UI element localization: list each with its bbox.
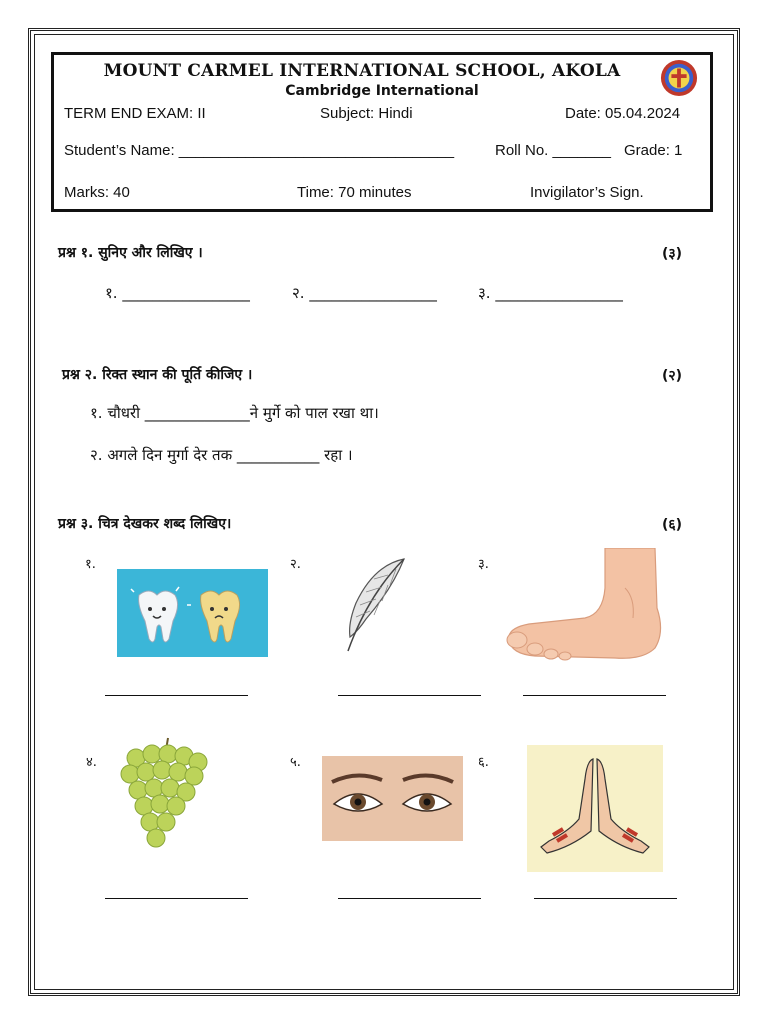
foot-image bbox=[505, 548, 673, 664]
school-name: MOUNT CARMEL INTERNATIONAL SCHOOL, AKOLA bbox=[103, 61, 621, 81]
student-name-field: Student’s Name: _________________________________ bbox=[64, 142, 455, 159]
time: Time: 70 minutes bbox=[297, 184, 412, 201]
question-1-item: १. _________________ bbox=[105, 284, 250, 302]
eyes-image bbox=[322, 756, 463, 841]
answer-blank bbox=[534, 898, 677, 899]
grade: Grade: 1 bbox=[624, 142, 683, 159]
picture-number: २. bbox=[290, 557, 301, 572]
answer-blank bbox=[338, 695, 481, 696]
exam-header bbox=[51, 52, 713, 212]
answer-blank bbox=[523, 695, 666, 696]
answer-blank bbox=[105, 898, 248, 899]
question-1-title: प्रश्न १. सुनिए और लिखिए । bbox=[58, 245, 203, 261]
question-1-marks: (३) bbox=[662, 246, 683, 262]
question-2-title: प्रश्न २. रिक्त स्थान की पूर्ति कीजिए । bbox=[62, 367, 253, 383]
feather-image bbox=[338, 555, 410, 655]
board-name: Cambridge International bbox=[285, 83, 479, 99]
question-2-marks: (२) bbox=[662, 368, 683, 384]
namaste-image bbox=[527, 745, 663, 872]
answer-blank bbox=[338, 898, 481, 899]
question-2-line-2: २. अगले दिन मुर्गा देर तक ___________ रहा । bbox=[90, 446, 353, 464]
question-3-title: प्रश्न ३. चित्र देखकर शब्द लिखिए। bbox=[58, 516, 232, 532]
answer-blank bbox=[105, 695, 248, 696]
grapes-image bbox=[116, 736, 212, 854]
marks: Marks: 40 bbox=[64, 184, 130, 201]
question-3-marks: (६) bbox=[662, 517, 683, 533]
picture-number: ४. bbox=[86, 755, 97, 770]
question-1-item: ३. _________________ bbox=[478, 284, 623, 302]
picture-number: ५. bbox=[290, 755, 301, 770]
exam-date: Date: 05.04.2024 bbox=[565, 105, 681, 122]
roll-number-field: Roll No. _______ bbox=[495, 142, 611, 159]
picture-number: १. bbox=[85, 557, 96, 572]
question-1-item: २. _________________ bbox=[292, 284, 437, 302]
question-2-line-1: १. चौधरी ______________ने मुर्गे को पाल रखा था। bbox=[90, 404, 379, 422]
picture-number: ३. bbox=[478, 557, 489, 572]
invigilator-sign: Invigilator’s Sign. bbox=[530, 184, 644, 201]
subject: Subject: Hindi bbox=[320, 105, 413, 122]
exam-name: TERM END EXAM: II bbox=[64, 105, 206, 122]
teeth-image bbox=[117, 569, 268, 657]
picture-number: ६. bbox=[478, 755, 489, 770]
